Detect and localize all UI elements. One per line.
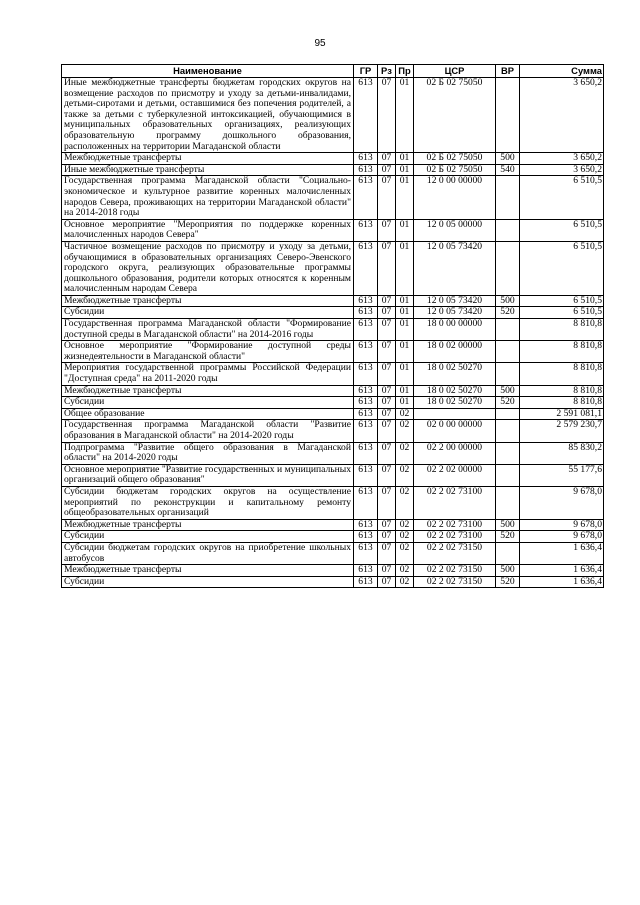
row-sum: 85 830,2 [520, 442, 604, 464]
table-row [62, 519, 604, 531]
row-vr: 500 [496, 153, 520, 165]
row-gr: 613 [354, 164, 378, 176]
row-vr [496, 176, 520, 219]
col-header-gr: ГР [354, 65, 378, 78]
row-gr: 613 [354, 486, 378, 519]
row-csr: 02 Б 02 75050 [414, 78, 496, 153]
col-header-csr: ЦСР [414, 65, 496, 78]
row-sum: 9 678,0 [520, 519, 604, 531]
row-name: Межбюджетные трансферты [62, 565, 354, 577]
row-rz: 07 [378, 319, 396, 341]
col-header-rz: Рз [378, 65, 396, 78]
row-vr: 540 [496, 164, 520, 176]
row-gr: 613 [354, 295, 378, 307]
row-vr: 500 [496, 385, 520, 397]
row-sum: 6 510,5 [520, 219, 604, 241]
row-csr: 02 2 02 73150 [414, 542, 496, 564]
row-sum: 2 591 081,1 [520, 408, 604, 420]
row-name: Основное мероприятие "Развитие государственных и муниципальных организаций общего образования" [62, 464, 354, 486]
row-name: Общее образование [62, 408, 354, 420]
row-name: Субсидии [62, 397, 354, 409]
row-sum: 6 510,5 [520, 176, 604, 219]
table-row [62, 176, 604, 219]
row-pr: 01 [396, 397, 414, 409]
row-name: Субсидии бюджетам городских округов на приобретение школьных автобусов [62, 542, 354, 564]
row-name: Частичное возмещение расходов по присмотру и уходу за детьми, обучающимися в образовательных организациях Северо-Эвенского городского округа, реализующих образовательные программы дошкольного образования, родители которых относятся к коренным малочисленным народам Севера [62, 241, 354, 295]
row-csr: 02 2 02 73100 [414, 531, 496, 543]
row-csr: 18 0 02 50270 [414, 385, 496, 397]
row-csr: 02 Б 02 75050 [414, 164, 496, 176]
row-csr: 18 0 02 50270 [414, 363, 496, 385]
row-gr: 613 [354, 385, 378, 397]
row-sum: 8 810,8 [520, 319, 604, 341]
row-sum: 8 810,8 [520, 363, 604, 385]
row-rz: 07 [378, 307, 396, 319]
row-sum: 3 650,2 [520, 164, 604, 176]
row-name: Межбюджетные трансферты [62, 295, 354, 307]
row-pr: 02 [396, 464, 414, 486]
table-row [62, 442, 604, 464]
row-vr: 520 [496, 307, 520, 319]
budget-table [61, 64, 604, 588]
col-header-sum: Сумма [520, 65, 604, 78]
row-vr: 500 [496, 565, 520, 577]
row-pr: 01 [396, 164, 414, 176]
table-row [62, 307, 604, 319]
row-pr: 01 [396, 295, 414, 307]
row-pr: 01 [396, 219, 414, 241]
row-csr: 02 2 02 73150 [414, 576, 496, 588]
table-header-row [62, 65, 604, 78]
table-row [62, 241, 604, 295]
row-csr: 02 2 02 73150 [414, 565, 496, 577]
row-csr: 12 0 00 00000 [414, 176, 496, 219]
row-csr: 12 0 05 73420 [414, 295, 496, 307]
row-name: Государственная программа Магаданской области "Формирование доступной среды в Магаданской области" на 2014-2016 годы [62, 319, 354, 341]
row-vr [496, 241, 520, 295]
row-vr: 500 [496, 295, 520, 307]
row-pr: 01 [396, 363, 414, 385]
row-gr: 613 [354, 341, 378, 363]
row-gr: 613 [354, 319, 378, 341]
row-name: Межбюджетные трансферты [62, 385, 354, 397]
row-sum: 9 678,0 [520, 531, 604, 543]
row-pr: 01 [396, 153, 414, 165]
row-gr: 613 [354, 531, 378, 543]
row-sum: 2 579 230,7 [520, 420, 604, 442]
row-rz: 07 [378, 397, 396, 409]
row-rz: 07 [378, 408, 396, 420]
page-number: 95 [314, 38, 326, 49]
row-name: Подпрограмма "Развитие общего образования в Магаданской области" на 2014-2020 годы [62, 442, 354, 464]
row-csr: 02 2 02 73100 [414, 519, 496, 531]
row-vr [496, 408, 520, 420]
table-row [62, 164, 604, 176]
table-row [62, 295, 604, 307]
row-sum: 1 636,4 [520, 565, 604, 577]
row-pr: 02 [396, 442, 414, 464]
table-row [62, 420, 604, 442]
row-name: Субсидии [62, 307, 354, 319]
row-rz: 07 [378, 295, 396, 307]
row-csr: 18 0 02 00000 [414, 341, 496, 363]
row-pr: 02 [396, 420, 414, 442]
row-pr: 02 [396, 565, 414, 577]
table-row [62, 341, 604, 363]
row-vr [496, 363, 520, 385]
col-header-vr: ВР [496, 65, 520, 78]
table-row [62, 576, 604, 588]
row-name: Основное мероприятие "Мероприятия по поддержке коренных малочисленных народов Севера" [62, 219, 354, 241]
row-rz: 07 [378, 78, 396, 153]
row-csr: 02 2 02 73100 [414, 486, 496, 519]
row-rz: 07 [378, 464, 396, 486]
table-row [62, 363, 604, 385]
row-gr: 613 [354, 397, 378, 409]
row-gr: 613 [354, 442, 378, 464]
row-vr: 520 [496, 576, 520, 588]
row-csr: 12 0 05 00000 [414, 219, 496, 241]
row-gr: 613 [354, 176, 378, 219]
row-csr: 02 Б 02 75050 [414, 153, 496, 165]
row-rz: 07 [378, 385, 396, 397]
row-sum: 55 177,6 [520, 464, 604, 486]
row-vr [496, 486, 520, 519]
row-name: Межбюджетные трансферты [62, 153, 354, 165]
row-vr [496, 341, 520, 363]
row-gr: 613 [354, 363, 378, 385]
row-csr: 18 0 00 00000 [414, 319, 496, 341]
row-pr: 02 [396, 542, 414, 564]
row-rz: 07 [378, 486, 396, 519]
row-rz: 07 [378, 565, 396, 577]
row-sum: 6 510,5 [520, 241, 604, 295]
row-rz: 07 [378, 164, 396, 176]
table-row [62, 486, 604, 519]
row-sum: 9 678,0 [520, 486, 604, 519]
row-vr [496, 442, 520, 464]
row-sum: 6 510,5 [520, 307, 604, 319]
row-csr: 02 0 00 00000 [414, 420, 496, 442]
row-rz: 07 [378, 542, 396, 564]
row-pr: 01 [396, 78, 414, 153]
row-vr [496, 464, 520, 486]
row-gr: 613 [354, 153, 378, 165]
row-rz: 07 [378, 420, 396, 442]
row-rz: 07 [378, 176, 396, 219]
row-vr: 520 [496, 397, 520, 409]
row-name: Межбюджетные трансферты [62, 519, 354, 531]
row-sum: 6 510,5 [520, 295, 604, 307]
row-name: Основное мероприятие "Формирование доступной среды жизнедеятельности в Магаданской области" [62, 341, 354, 363]
row-sum: 8 810,8 [520, 385, 604, 397]
row-rz: 07 [378, 363, 396, 385]
row-csr: 02 2 02 00000 [414, 464, 496, 486]
row-csr: 02 2 00 00000 [414, 442, 496, 464]
row-gr: 613 [354, 576, 378, 588]
row-pr: 01 [396, 341, 414, 363]
table-row [62, 408, 604, 420]
row-vr [496, 219, 520, 241]
row-gr: 613 [354, 519, 378, 531]
row-pr: 02 [396, 576, 414, 588]
row-gr: 613 [354, 420, 378, 442]
table-row [62, 153, 604, 165]
table-row [62, 542, 604, 564]
col-header-pr: Пр [396, 65, 414, 78]
table-row [62, 385, 604, 397]
table-row [62, 565, 604, 577]
table-row [62, 219, 604, 241]
row-rz: 07 [378, 519, 396, 531]
row-rz: 07 [378, 153, 396, 165]
table-row [62, 531, 604, 543]
row-gr: 613 [354, 307, 378, 319]
row-rz: 07 [378, 341, 396, 363]
row-vr [496, 319, 520, 341]
row-rz: 07 [378, 576, 396, 588]
table-row [62, 319, 604, 341]
row-vr [496, 542, 520, 564]
row-name: Иные межбюджетные трансферты [62, 164, 354, 176]
row-sum: 3 650,2 [520, 78, 604, 153]
row-pr: 02 [396, 486, 414, 519]
row-pr: 02 [396, 531, 414, 543]
row-rz: 07 [378, 442, 396, 464]
row-vr [496, 78, 520, 153]
table-row [62, 464, 604, 486]
row-gr: 613 [354, 78, 378, 153]
row-name: Государственная программа Магаданской области "Развитие образования в Магаданской области" на 2014-2020 годы [62, 420, 354, 442]
row-rz: 07 [378, 241, 396, 295]
row-gr: 613 [354, 565, 378, 577]
row-gr: 613 [354, 241, 378, 295]
row-name: Государственная программа Магаданской области "Социально-экономическое и культурное развитие коренных малочисленных народов Севера, проживающих на территории Магаданской области" на 2014-2018 годы [62, 176, 354, 219]
row-gr: 613 [354, 542, 378, 564]
row-csr [414, 408, 496, 420]
row-pr: 01 [396, 307, 414, 319]
row-sum: 1 636,4 [520, 576, 604, 588]
row-vr: 500 [496, 519, 520, 531]
row-pr: 02 [396, 408, 414, 420]
row-rz: 07 [378, 531, 396, 543]
row-pr: 01 [396, 176, 414, 219]
row-pr: 01 [396, 385, 414, 397]
row-sum: 8 810,8 [520, 397, 604, 409]
row-gr: 613 [354, 219, 378, 241]
row-rz: 07 [378, 219, 396, 241]
col-header-name: Наименование [62, 65, 354, 78]
row-name: Иные межбюджетные трансферты бюджетам городских округов на возмещение расходов по присмотру и уходу за детьми-инвалидами, детьми-сиротами и детьми, оставшимися без попечения родителей, а также за детьми с туберкулезной интоксикацией, обучающимися в муниципальных образовательных организациях, реализующих образовательную программу дошкольного образования, расположенных на территории Магаданской области [62, 78, 354, 153]
row-gr: 613 [354, 408, 378, 420]
row-name: Субсидии бюджетам городских округов на осуществление мероприятий по реконструкции и капитальному ремонту общеобразовательных организаций [62, 486, 354, 519]
row-pr: 01 [396, 241, 414, 295]
table-row [62, 397, 604, 409]
row-gr: 613 [354, 464, 378, 486]
row-name: Субсидии [62, 576, 354, 588]
table-row [62, 78, 604, 153]
row-pr: 02 [396, 519, 414, 531]
row-csr: 18 0 02 50270 [414, 397, 496, 409]
row-sum: 1 636,4 [520, 542, 604, 564]
row-sum: 8 810,8 [520, 341, 604, 363]
row-name: Субсидии [62, 531, 354, 543]
row-pr: 01 [396, 319, 414, 341]
row-vr: 520 [496, 531, 520, 543]
row-name: Мероприятия государственной программы Российской Федерации "Доступная среда" на 2011-2020 годы [62, 363, 354, 385]
row-csr: 12 0 05 73420 [414, 307, 496, 319]
row-csr: 12 0 05 73420 [414, 241, 496, 295]
row-vr [496, 420, 520, 442]
row-sum: 3 650,2 [520, 153, 604, 165]
